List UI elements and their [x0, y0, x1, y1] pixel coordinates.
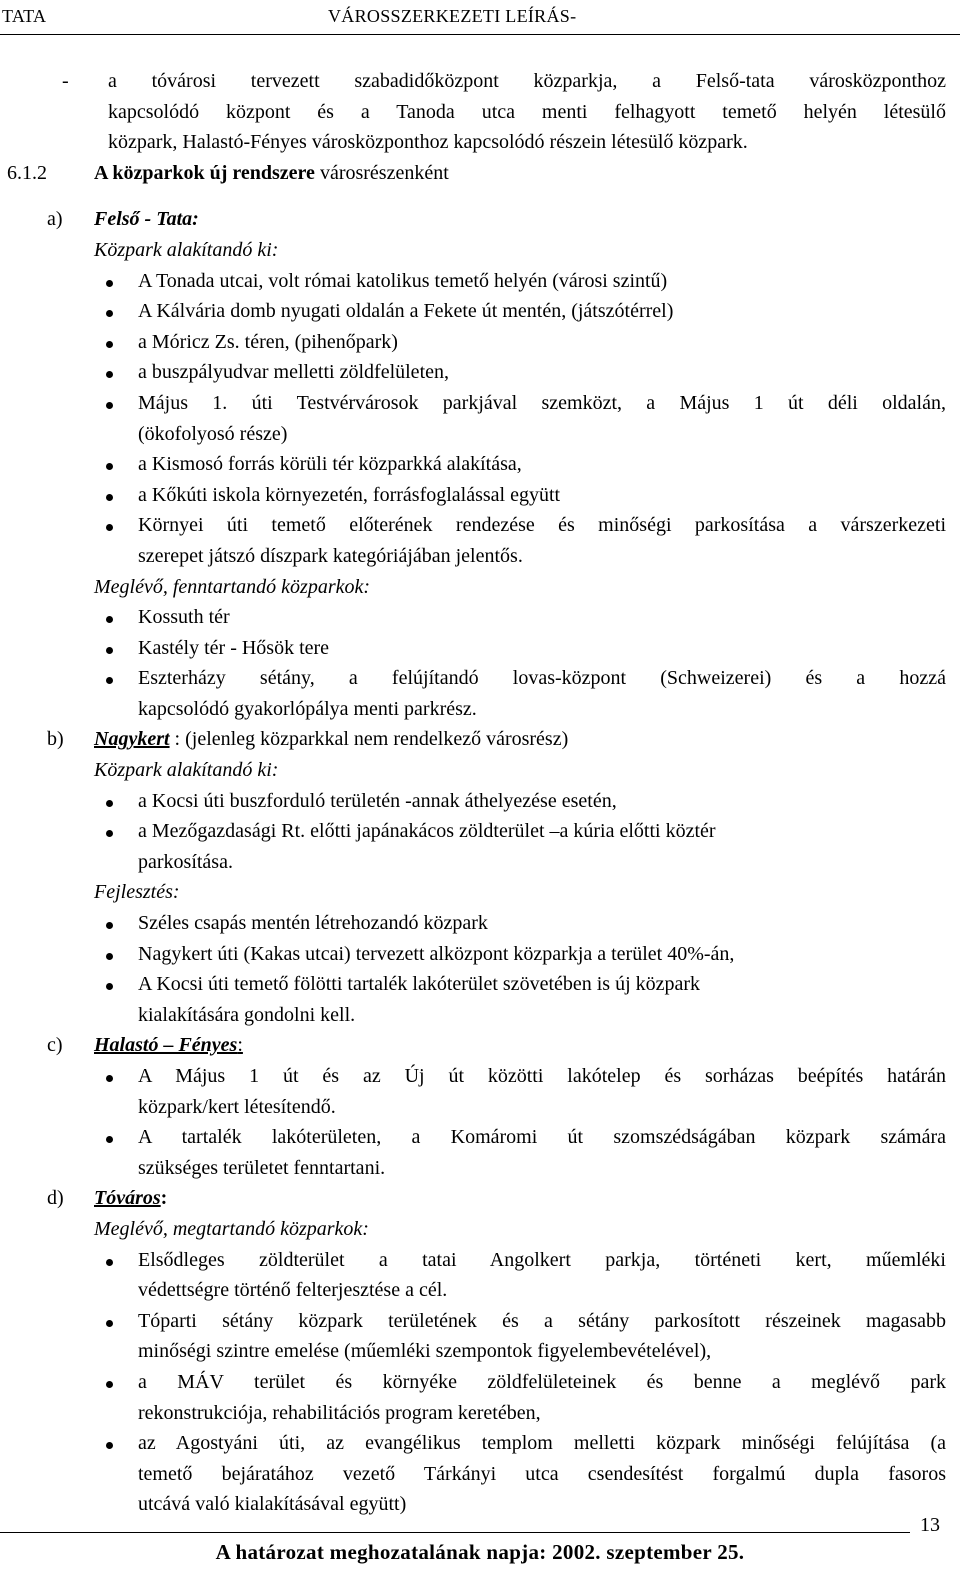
subsection-d-heading: d) Tóváros: [0, 1183, 960, 1214]
bullet-icon [106, 677, 113, 684]
list-item-continuation: kialakítására gondolni kell. [138, 1003, 356, 1026]
bullet-icon [106, 1442, 113, 1449]
bullet-icon [106, 922, 113, 929]
list-item-continuation: temető bejáratához vezető Tárkányi utca csendesítést forgalmú dupla fasoros [138, 1462, 946, 1485]
bullet-icon [106, 463, 113, 470]
bullet-icon [106, 371, 113, 378]
bullet-icon [106, 494, 113, 501]
marker-c: c) [47, 1034, 63, 1057]
bullet-icon [106, 830, 113, 837]
section-title-rest: városrészenként [314, 161, 449, 184]
list-item-continuation: szerepet játszó díszpark kategóriájában jelentős. [138, 544, 523, 567]
intro-line [0, 66, 960, 97]
list-item: a Mezőgazdasági Rt. előtti japánakácos zöldterület –a kúria előtti köztér [0, 816, 960, 847]
subsection-b-title: Nagykert [94, 728, 170, 751]
list-item: Nagykert úti (Kakas utcai) tervezett alközpont közparkja a terület 40%-án, [0, 939, 960, 970]
list-item-continuation: kapcsolódó gyakorlópálya menti parkrész. [138, 697, 477, 720]
bullet-icon [106, 1075, 113, 1082]
bullet-icon [106, 341, 113, 348]
dash-marker: - [62, 70, 69, 92]
list-item: a Móricz Zs. téren, (pihenőpark) [0, 327, 960, 358]
bullet-icon [106, 953, 113, 960]
page-header [0, 6, 960, 32]
list-item-continuation: szükséges területet fenntartani. [138, 1156, 386, 1179]
list-item: a buszpályudvar melletti zöldfelületen, [0, 357, 960, 388]
bullet-icon [106, 1259, 113, 1266]
document-body [0, 66, 960, 1520]
list-item: a MÁV terület és környéke zöldfelületeinek és benne a meglévő park [0, 1367, 960, 1398]
list-item: A Kálvária domb nyugati oldalán a Fekete út mentén, (játszótérrel) [0, 296, 960, 327]
footer-rule [0, 1532, 910, 1533]
intro-text: közpark, Halastó-Fényes városközponthoz kapcsolódó részein létesülő közpark. [108, 131, 748, 154]
subsection-c-heading: c) Halastó – Fényes: [0, 1030, 960, 1061]
list-item: Környei úti temető előterének rendezése és minőségi parkosítása a várszerkezeti [0, 510, 960, 541]
list-item-continuation: (ökofolyosó része) [138, 422, 288, 445]
list-label-text: Meglévő, megtartandó közparkok: [94, 1217, 369, 1240]
list-item-continuation: rekonstrukciója, rehabilitációs program keretében, [138, 1401, 541, 1424]
list-item-continuation: parkosítása. [138, 850, 233, 873]
header-title: VÁROSSZERKEZETI LEÍRÁS- [328, 6, 577, 26]
list-item: a Kocsi úti buszforduló területén -annak áthelyezése esetén, [0, 786, 960, 817]
list-item: Kossuth tér [0, 602, 960, 633]
intro-line [0, 127, 960, 158]
bullet-icon [106, 310, 113, 317]
subsection-a-heading [0, 204, 960, 235]
list-label [0, 572, 960, 603]
bullet-icon [106, 800, 113, 807]
list-item: A Kocsi úti temető fölötti tartalék lakóterület szövetében is új közpark [0, 969, 960, 1000]
list-item: az Agostyáni úti, az evangélikus templom melletti közpark minőségi felújítása (a [0, 1428, 960, 1459]
footer-text: A határozat meghozatalának napja: 2002. szeptember 25. [215, 1540, 745, 1564]
spacer [0, 188, 960, 204]
list-label-text: Meglévő, fenntartandó közparkok: [94, 575, 371, 598]
list-item: Eszterházy sétány, a felújítandó lovas-központ (Schweizerei) és a hozzá [0, 663, 960, 694]
list-item-continuation: közpark/kert létesítendő. [138, 1095, 336, 1118]
list-item: Kastély tér - Hősök tere [0, 633, 960, 664]
list-item: Széles csapás mentén létrehozandó közpark [0, 908, 960, 939]
list-label [0, 877, 960, 908]
intro-line [0, 97, 960, 128]
bullet-icon [106, 983, 113, 990]
page-number: 13 [920, 1514, 940, 1536]
bullet-icon [106, 1136, 113, 1143]
marker-a: a) [47, 208, 63, 231]
bullet-icon [106, 616, 113, 623]
bullet-icon [106, 524, 113, 531]
list-item-continuation: minőségi szintre emelése (műemléki szempontok figyelembevételével), [138, 1340, 712, 1363]
section-number: 6.1.2 [7, 161, 47, 184]
list-label-text: Közpark alakítandó ki: [94, 238, 279, 261]
bullet-icon [106, 1320, 113, 1327]
subsection-d-title: Tóváros [94, 1187, 161, 1210]
list-item: a Kőkúti iskola környezetén, forrásfoglalással együtt [0, 480, 960, 511]
list-item: a Kismosó forrás körüli tér közparkká alakítása, [0, 449, 960, 480]
header-left: TATA [2, 6, 47, 26]
bullet-icon [106, 280, 113, 287]
subsection-b-heading [0, 724, 960, 755]
subsection-b-title-rest: : (jelenleg közparkkal nem rendelkező városrész) [169, 728, 569, 751]
subsection-c-title: Halastó – Fényes [94, 1034, 238, 1057]
list-label [0, 235, 960, 266]
marker-d: d) [47, 1187, 64, 1210]
list-label-text: Fejlesztés: [94, 881, 180, 904]
intro-text: a tóvárosi tervezett szabadidőközpont közparkja, a Felső-tata városközponthoz [108, 70, 946, 92]
list-item-continuation: védettségre történő felterjesztése a cél. [138, 1279, 448, 1302]
section-heading [0, 158, 960, 189]
intro-text: kapcsolódó központ és a Tanoda utca menti felhagyott temető helyén létesülő [108, 100, 946, 123]
bullet-icon [106, 1381, 113, 1388]
list-label-text: Közpark alakítandó ki: [94, 759, 279, 782]
list-label [0, 1214, 960, 1245]
bullet-icon [106, 402, 113, 409]
list-label [0, 755, 960, 786]
list-item: Május 1. úti Testvérvárosok parkjával szemközt, a Május 1 út déli oldalán, [0, 388, 960, 419]
list-item: A Május 1 út és az Új út közötti lakótelep és sorházas beépítés határán [0, 1061, 960, 1092]
section-title: A közparkok új rendszere [94, 161, 315, 184]
bullet-icon [106, 647, 113, 654]
header-rule [0, 34, 960, 35]
list-item-continuation: utcává való kialakításával együtt) [138, 1493, 407, 1516]
list-item: Elsődleges zöldterület a tatai Angolkert parkja, történeti kert, műemléki [0, 1245, 960, 1276]
marker-b: b) [47, 728, 64, 751]
list-item: A Tonada utcai, volt római katolikus temető helyén (városi szintű) [0, 266, 960, 297]
list-item: Tóparti sétány közpark területének és a sétány parkosított részeinek magasabb [0, 1306, 960, 1337]
subsection-a-title: Felső - Tata: [94, 208, 199, 231]
list-item: A tartalék lakóterületen, a Komáromi út szomszédságában közpark számára [0, 1122, 960, 1153]
